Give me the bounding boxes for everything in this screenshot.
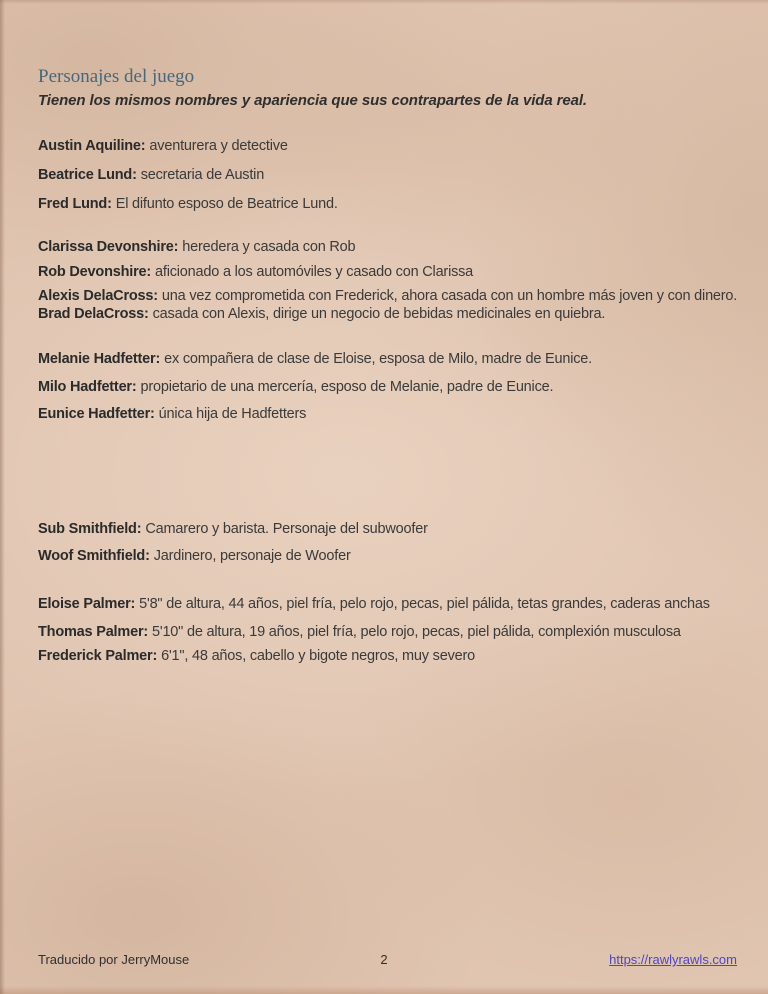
character-description: 5'10" de altura, 19 años, piel fría, pelo rojo, pecas, piel pálida, complexión musculosa (152, 624, 681, 640)
character-name: Frederick Palmer: (38, 648, 158, 664)
character-description: Camarero y barista. Personaje del subwoofer (145, 521, 428, 537)
page-number: 2 (380, 952, 388, 967)
character-name: Alexis DelaCross: (38, 288, 158, 304)
character-name: Eunice Hadfetter: (38, 406, 155, 422)
character-name: Clarissa Devonshire: (38, 239, 179, 255)
character-description: ex compañera de clase de Eloise, esposa de Milo, madre de Eunice. (164, 351, 592, 367)
character-name: Eloise Palmer: (38, 596, 136, 612)
character-line (38, 288, 748, 305)
character-line (38, 264, 748, 281)
character-line (38, 596, 748, 613)
character-line (38, 379, 748, 396)
character-name: Sub Smithfield: (38, 521, 142, 537)
character-name: Austin Aquiline: (38, 138, 146, 154)
character-line (38, 548, 748, 565)
character-description: secretaria de Austin (140, 167, 265, 183)
character-description: aficionado a los automóviles y casado con Clarissa (155, 264, 474, 280)
character-line (38, 306, 748, 323)
character-line (38, 351, 748, 368)
character-description: heredera y casada con Rob (182, 239, 356, 255)
character-description: aventurera y detective (149, 138, 288, 154)
character-description: única hija de Hadfetters (158, 406, 307, 422)
character-name: Milo Hadfetter: (38, 379, 137, 395)
character-line (38, 648, 748, 665)
character-description: 6'1", 48 años, cabello y bigote negros, muy severo (161, 648, 475, 664)
character-name: Melanie Hadfetter: (38, 351, 161, 367)
character-description: casada con Alexis, dirige un negocio de bebidas medicinales en quiebra. (152, 306, 606, 322)
character-description: 5'8" de altura, 44 años, piel fría, pelo rojo, pecas, piel pálida, tetas grandes, caderas anchas (139, 596, 710, 612)
character-line (38, 624, 748, 641)
character-name: Fred Lund: (38, 196, 112, 212)
character-name: Brad DelaCross: (38, 306, 149, 322)
character-name: Rob Devonshire: (38, 264, 152, 280)
character-description: una vez comprometida con Frederick, ahora casada con un hombre más joven y con dinero. (161, 288, 738, 304)
footer-link[interactable]: https://rawlyrawls.com (609, 952, 737, 967)
character-name: Thomas Palmer: (38, 624, 149, 640)
page-title: Personajes del juego (38, 66, 195, 87)
character-line (38, 521, 748, 538)
character-description: Jardinero, personaje de Woofer (153, 548, 351, 564)
character-description: El difunto esposo de Beatrice Lund. (115, 196, 338, 212)
character-line (38, 138, 748, 155)
footer-credit: Traducido por JerryMouse (38, 952, 190, 967)
character-name: Beatrice Lund: (38, 167, 137, 183)
character-line (38, 406, 748, 423)
page-subtitle: Tienen los mismos nombres y apariencia que sus contrapartes de la vida real. (38, 92, 588, 109)
character-line (38, 196, 748, 213)
character-name: Woof Smithfield: (38, 548, 150, 564)
character-line (38, 167, 748, 184)
character-description: propietario de una mercería, esposo de Melanie, padre de Eunice. (140, 379, 554, 395)
character-line (38, 239, 748, 256)
